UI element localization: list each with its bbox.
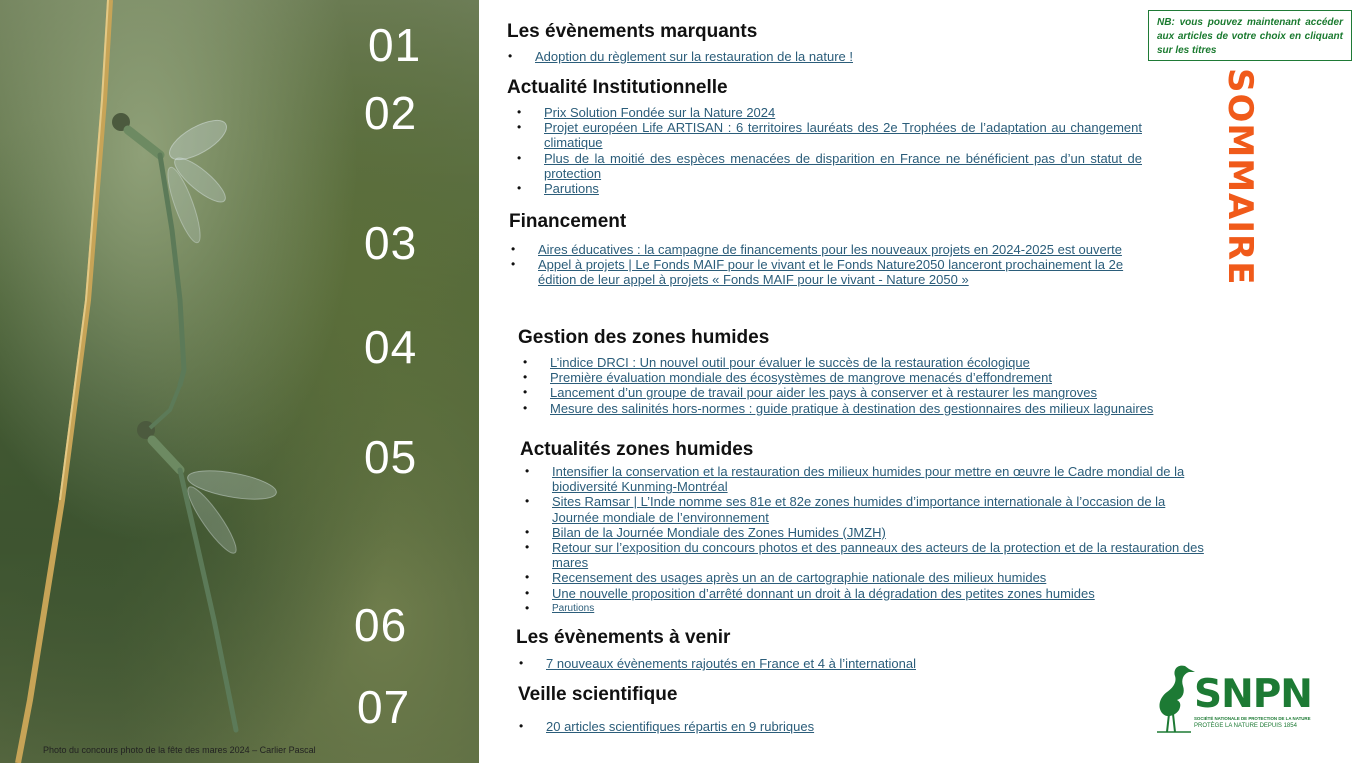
section-title-actualites-zones-humides[interactable]: Actualités zones humides xyxy=(520,439,754,460)
logo-subtitle: SOCIÉTÉ NATIONALE DE PROTECTION DE LA NATURE xyxy=(1194,716,1311,721)
list-evenements-marquants xyxy=(535,49,1135,64)
list-item[interactable] xyxy=(538,242,1140,257)
article-link[interactable]: Bilan de la Journée Mondiale des Zones Humides (JMZH) xyxy=(552,524,886,540)
list-item[interactable] xyxy=(546,656,1146,671)
logo-name: SNPN xyxy=(1194,672,1312,717)
article-link[interactable]: Mesure des salinités hors-normes : guide pratique à destination des gestionnaires des milieux lagunaires xyxy=(550,400,1154,416)
list-item[interactable] xyxy=(552,570,1212,585)
article-link[interactable]: Recensement des usages après un an de cartographie nationale des milieux humides xyxy=(552,570,1047,586)
section-number-03: 03 xyxy=(364,217,418,269)
list-item[interactable] xyxy=(552,525,1212,540)
list-item[interactable] xyxy=(552,540,1212,570)
logo-tagline: PROTÈGE LA NATURE DEPUIS 1854 xyxy=(1194,723,1297,729)
nb-text: vous pouvez maintenant accéder aux articles de votre choix en cliquant sur les titres xyxy=(1157,17,1343,56)
list-evenements-a-venir xyxy=(546,656,1146,671)
photo-credit: Photo du concours photo de la fête des mares 2024 – Carlier Pascal xyxy=(43,745,316,755)
section-title-evenements-marquants[interactable]: Les évènements marquants xyxy=(507,21,758,42)
article-link[interactable]: Plus de la moitié des espèces menacées de disparition en France ne bénéficient pas d’un statut de protection xyxy=(544,150,1142,181)
list-item[interactable] xyxy=(546,719,1146,734)
section-number-02: 02 xyxy=(364,87,418,139)
list-item[interactable] xyxy=(538,257,1140,287)
dragonfly-photo xyxy=(0,0,479,763)
snpn-logo xyxy=(1155,660,1310,735)
article-link[interactable]: 7 nouveaux évènements rajoutés en France et 4 à l’international xyxy=(546,656,917,671)
section-title-evenements-a-venir[interactable]: Les évènements à venir xyxy=(516,627,731,648)
article-link[interactable]: Sites Ramsar | L’Inde nomme ses 81e et 82e zones humides d’importance internationale à l’occasion de la Journée mondiale de l’environnement xyxy=(552,494,1166,525)
article-link[interactable]: Projet européen Life ARTISAN : 6 territoires lauréats des 2e Trophées de l’adaptation au changement climatique xyxy=(544,120,1142,151)
list-item[interactable] xyxy=(552,601,1212,616)
list-veille-scientifique xyxy=(546,719,1146,734)
article-link[interactable]: 20 articles scientifiques répartis en 9 rubriques xyxy=(546,719,815,734)
article-link[interactable]: Intensifier la conservation et la restauration des milieux humides pour mettre en œuvre le Cadre mondial de la biodiversité Kunming-Montréal xyxy=(552,464,1185,495)
list-gestion-zones-humides xyxy=(550,355,1180,416)
section-number-01: 01 xyxy=(368,19,422,71)
article-link[interactable]: Appel à projets | Le Fonds MAIF pour le vivant et le Fonds Nature2050 lanceront prochainement la 2e édition de leur appel à projets « Fonds MAIF pour le vivant - Nature 2050 » xyxy=(538,257,1124,288)
list-item[interactable] xyxy=(550,401,1180,416)
list-item[interactable] xyxy=(535,49,1135,64)
article-link[interactable]: L’indice DRCI : Un nouvel outil pour évaluer le succès de la restauration écologique xyxy=(550,355,1030,370)
section-number-05: 05 xyxy=(364,431,418,483)
article-link[interactable]: Une nouvelle proposition d’arrêté donnant un droit à la dégradation des petites zones humides xyxy=(552,585,1095,601)
article-link[interactable]: Première évaluation mondiale des écosystèmes de mangrove menacés d’effondrement xyxy=(550,370,1052,386)
list-item[interactable] xyxy=(550,385,1180,400)
list-item[interactable] xyxy=(550,370,1180,385)
list-item[interactable] xyxy=(552,586,1212,601)
section-title-actualite-institutionnelle[interactable]: Actualité Institutionnelle xyxy=(507,77,728,98)
heron-icon xyxy=(1155,662,1195,734)
list-item[interactable] xyxy=(544,151,1142,181)
article-link[interactable]: Adoption du règlement sur la restauration de la nature ! xyxy=(535,49,853,64)
section-number-06: 06 xyxy=(354,599,408,651)
section-title-veille-scientifique[interactable]: Veille scientifique xyxy=(518,684,678,705)
article-link[interactable]: Parutions xyxy=(552,602,595,614)
list-actualites-zones-humides xyxy=(552,464,1212,616)
sommaire-vertical-title xyxy=(1220,68,1264,318)
list-item[interactable] xyxy=(550,355,1180,370)
list-financement xyxy=(538,242,1140,288)
article-link[interactable]: Aires éducatives : la campagne de financements pour les nouveaux projets en 2024-2025 est ouverte xyxy=(538,242,1122,257)
section-number-07: 07 xyxy=(357,681,411,733)
section-title-gestion-zones-humides[interactable]: Gestion des zones humides xyxy=(518,327,770,348)
article-link[interactable]: Retour sur l’exposition du concours photos et des panneaux des acteurs de la protection et de la restauration des mares xyxy=(552,540,1204,571)
nb-label: NB: xyxy=(1157,17,1175,28)
section-number-04: 04 xyxy=(364,321,418,373)
article-link[interactable]: Parutions xyxy=(544,181,599,197)
article-link[interactable]: Lancement d’un groupe de travail pour aider les pays à conserver et à restaurer les mangroves xyxy=(550,385,1098,401)
section-title-financement[interactable]: Financement xyxy=(509,211,627,232)
nb-note-box xyxy=(1148,10,1352,61)
list-item[interactable] xyxy=(544,120,1142,150)
list-actualite-institutionnelle xyxy=(544,105,1142,196)
article-link[interactable]: Prix Solution Fondée sur la Nature 2024 xyxy=(544,105,776,120)
list-item[interactable] xyxy=(552,494,1212,524)
sommaire-text: SOMMAIRE xyxy=(1220,68,1260,286)
list-item[interactable] xyxy=(552,464,1212,494)
list-item[interactable] xyxy=(544,181,1142,196)
list-item[interactable] xyxy=(544,105,1142,120)
